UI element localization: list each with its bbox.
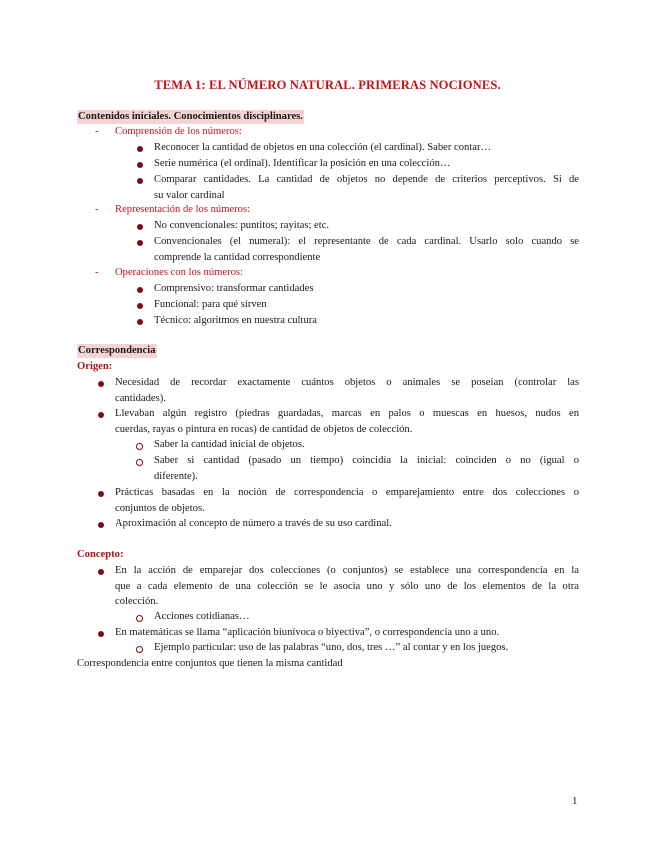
bullet-icon (137, 146, 143, 152)
list-item: Comparar cantidades. La cantidad de objetos no depende de criterios perceptivos. Si de su valor cardinal (154, 174, 579, 201)
page-number: 1 (572, 795, 578, 807)
list-item: Llevaban algún registro (piedras guardadas, marcas en palos o muescas en huesos, nudos en cuerdas, rayas o pintura en rocas) de cantidad de objetos de colección. (115, 408, 579, 435)
list-item: Acciones cotidianas… (154, 611, 250, 622)
bullet-icon (137, 287, 143, 293)
list-item: Saber la cantidad inicial de objetos. (154, 439, 305, 450)
bullet-icon (98, 631, 104, 637)
list-item: Convencionales (el numeral): el representante de cada cardinal. Usarlo solo cuando se comprende la cantidad correspondiente (154, 236, 579, 263)
list-item: Funcional: para qué sirven (154, 299, 267, 310)
closing-paragraph: Correspondencia entre conjuntos que tienen la misma cantidad (77, 658, 343, 669)
bullet-icon (137, 303, 143, 309)
circle-bullet-icon (136, 459, 143, 466)
subheading-concepto: Concepto: (77, 549, 124, 560)
list-item: Serie numérica (el ordinal). Identificar la posición en una colección… (154, 158, 451, 169)
list-item: Aproximación al concepto de número a través de su uso cardinal. (115, 518, 392, 529)
circle-bullet-icon (136, 443, 143, 450)
bullet-icon (137, 224, 143, 230)
list-item: Comprensivo: transformar cantidades (154, 283, 314, 294)
bullet-icon (98, 522, 104, 528)
list-item: Saber si cantidad (pasado un tiempo) coincidía la inicial: coinciden o no (igual o diferente). (154, 455, 579, 482)
section-heading-contenidos: Contenidos iniciales. Conocimientos disciplinares. (78, 111, 303, 122)
list-item: Técnico: algoritmos en nuestra cultura (154, 315, 317, 326)
subheading-origen: Origen: (77, 361, 113, 372)
bullet-icon (137, 162, 143, 168)
document-title: TEMA 1: EL NÚMERO NATURAL. PRIMERAS NOCIONES. (154, 78, 501, 92)
list-item: No convencionales: puntitos; rayitas; etc. (154, 220, 330, 231)
bullet-icon (137, 240, 143, 246)
bullet-icon (137, 178, 143, 184)
section-heading-correspondencia: Correspondencia (78, 345, 156, 356)
bullet-icon (98, 569, 104, 575)
list-item: En matemáticas se llama “aplicación biunívoca o biyectiva”, o correspondencia uno a uno. (115, 627, 500, 638)
list-item: Ejemplo particular: uso de las palabras “uno, dos, tres …” al contar y en los juegos. (154, 642, 509, 653)
circle-bullet-icon (136, 615, 143, 622)
list-item: Necesidad de recordar exactamente cuántos objetos o animales se poseían (controlar las cantidades). (115, 377, 579, 404)
list-item: Prácticas basadas en la noción de correspondencia o emparejamiento entre dos colecciones o conjuntos de objetos. (115, 487, 579, 514)
list-item: En la acción de emparejar dos colecciones (o conjuntos) se establece una correspondencia en la que a cada elemento de una colección se le asocia uno y sólo uno de los elementos de la otra colección. (115, 565, 579, 608)
bullet-icon (98, 412, 104, 418)
circle-bullet-icon (136, 646, 143, 653)
list-item: Reconocer la cantidad de objetos en una colección (el cardinal). Saber contar… (154, 142, 492, 153)
bullet-icon (98, 381, 104, 387)
bullet-icon (137, 319, 143, 325)
bullet-icon (98, 491, 104, 497)
